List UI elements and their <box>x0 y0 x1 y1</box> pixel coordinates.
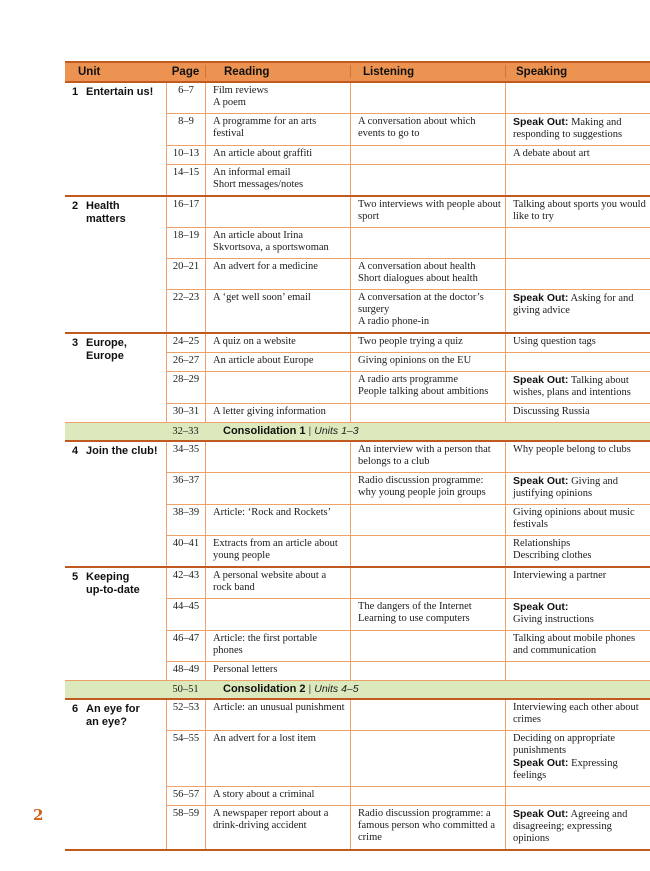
listening-cell <box>350 568 505 598</box>
cell-line <box>358 199 501 223</box>
page-cell: 58–59 <box>166 805 205 849</box>
cell-text: A conversation about which events to go to <box>358 116 476 139</box>
cell-line <box>213 702 346 714</box>
cell-line <box>513 406 646 418</box>
unit-name <box>83 86 153 193</box>
cell-text: Article: the first portable phones <box>213 633 318 656</box>
reading-cell <box>205 113 350 145</box>
header-page: Page <box>171 66 200 78</box>
unit-name-line: up-to-date <box>86 583 140 596</box>
speaking-cell <box>505 504 650 535</box>
cell-line <box>213 355 346 367</box>
cell-line <box>358 336 501 348</box>
reading-cell <box>205 371 350 403</box>
cell-text: An article about Europe <box>213 355 314 366</box>
cell-line <box>513 808 646 845</box>
unit-section-1 <box>65 81 650 195</box>
speak-out-label: Speak Out: <box>513 475 569 487</box>
reading-cell <box>205 227 350 258</box>
cell-line <box>513 757 646 782</box>
speaking-cell <box>505 442 650 472</box>
cell-line <box>358 808 501 844</box>
cell-text: A programme for an arts festival <box>213 116 317 139</box>
cell-text: Article: ‘Rock and Rockets’ <box>213 507 332 518</box>
reading-cell <box>205 598 350 630</box>
reading-cell <box>205 442 350 472</box>
cell-text: An advert for a lost item <box>213 733 316 744</box>
cell-line <box>358 386 501 398</box>
cell-text: Radio discussion programme: why young people join groups <box>358 475 486 498</box>
consolidation-page: 32–33 <box>172 426 199 437</box>
cell-line <box>513 199 646 223</box>
page-cell: 14–15 <box>166 164 205 195</box>
speaking-cell <box>505 258 650 289</box>
reading-cell <box>205 535 350 566</box>
reading-cell <box>205 83 350 113</box>
reading-cell <box>205 289 350 332</box>
unit-section-6 <box>65 698 650 849</box>
cell-line <box>513 614 646 626</box>
speak-out-label: Speak Out: <box>513 601 569 613</box>
speak-out-label: Speak Out: <box>513 374 569 386</box>
cell-text: A story about a criminal <box>213 789 315 800</box>
cell-text: An informal email <box>213 167 291 178</box>
listening-cell <box>350 661 505 680</box>
reading-cell <box>205 258 350 289</box>
speaking-cell <box>505 227 650 258</box>
cell-line <box>213 292 346 304</box>
cell-text: A newspaper report about a drink-driving accident <box>213 808 329 831</box>
header-reading: Reading <box>205 65 350 78</box>
cell-line <box>213 116 346 140</box>
cell-line <box>358 261 501 273</box>
cell-line <box>513 507 646 531</box>
listening-cell <box>350 145 505 164</box>
unit-name-line: Europe <box>86 349 124 362</box>
unit-number: 6 <box>72 703 79 715</box>
cell-text: A radio phone-in <box>358 316 430 327</box>
cell-text: Giving and justifying opinions <box>513 476 619 499</box>
cell-line <box>213 789 346 801</box>
listening-cell <box>350 504 505 535</box>
reading-cell <box>205 164 350 195</box>
listening-cell <box>350 289 505 332</box>
consolidation-subtitle: Units 1–3 <box>314 425 359 437</box>
listening-cell <box>350 164 505 195</box>
listening-cell <box>350 403 505 422</box>
cell-text: People talking about ambitions <box>358 386 489 397</box>
cell-line <box>358 444 501 468</box>
consolidation-text <box>205 425 359 437</box>
cell-text: Talking about sports you would like to try <box>513 199 646 222</box>
reading-cell <box>205 352 350 371</box>
cell-text: Film reviews <box>213 85 269 96</box>
unit-name-line: Entertain us! <box>86 86 154 98</box>
cell-line <box>213 167 346 179</box>
speak-out-label: Speak Out: <box>513 292 569 304</box>
cell-line <box>213 633 346 657</box>
unit-name-line: Join the club! <box>86 445 158 457</box>
reading-cell <box>205 504 350 535</box>
unit-number: 4 <box>72 445 79 457</box>
page-cell: 6–7 <box>166 83 205 113</box>
consolidation-subtitle: Units 4–5 <box>314 683 359 695</box>
speaking-cell <box>505 730 650 786</box>
listening-cell <box>350 334 505 352</box>
cell-line <box>213 230 346 254</box>
unit-name-line: Europe, <box>86 337 127 349</box>
cell-line <box>358 601 501 613</box>
cell-line <box>213 97 346 109</box>
page-number: 2 <box>33 806 44 824</box>
cell-text: A poem <box>213 97 246 108</box>
page-cell: 46–47 <box>166 630 205 661</box>
cell-text: Talking about mobile phones and communication <box>513 633 636 656</box>
reading-cell <box>205 661 350 680</box>
listening-cell <box>350 730 505 786</box>
cell-text: A debate about art <box>513 148 590 159</box>
unit-name <box>83 571 140 678</box>
cell-line <box>358 355 501 367</box>
reading-cell <box>205 334 350 352</box>
cell-text: The dangers of the Internet <box>358 601 472 612</box>
speaking-cell <box>505 786 650 805</box>
cell-line <box>513 601 646 614</box>
consolidation-row <box>65 422 650 440</box>
unit-number: 5 <box>72 571 79 583</box>
page-cell: 52–53 <box>166 700 205 730</box>
speaking-cell <box>505 197 650 227</box>
unit-number: 3 <box>72 337 79 349</box>
page-cell: 38–39 <box>166 504 205 535</box>
page-cell: 28–29 <box>166 371 205 403</box>
cell-line <box>213 406 346 418</box>
cell-line <box>213 179 346 191</box>
page-cell: 16–17 <box>166 197 205 227</box>
speaking-cell <box>505 145 650 164</box>
cell-line <box>213 570 346 594</box>
cell-line <box>358 116 501 140</box>
listening-cell <box>350 83 505 113</box>
cell-text: Why people belong to clubs <box>513 444 631 455</box>
cell-text: A letter giving information <box>213 406 326 417</box>
cell-text: Talking about wishes, plans and intentions <box>513 375 631 398</box>
consolidation-divider: | <box>308 683 312 695</box>
cell-line <box>358 273 501 285</box>
page-cell: 10–13 <box>166 145 205 164</box>
page-cell: 20–21 <box>166 258 205 289</box>
reading-cell <box>205 630 350 661</box>
cell-line <box>213 261 346 273</box>
consolidation-row <box>65 680 650 698</box>
page-cell: 8–9 <box>166 113 205 145</box>
unit-name <box>83 337 127 420</box>
cell-line <box>513 570 646 582</box>
cell-line <box>513 374 646 399</box>
cell-text: Giving opinions on the EU <box>358 355 472 366</box>
header-listening: Listening <box>350 65 505 78</box>
page-cell: 42–43 <box>166 568 205 598</box>
unit-name <box>83 200 126 330</box>
cell-text: Expressing feelings <box>513 758 618 781</box>
cell-text: Short dialogues about health <box>358 273 478 284</box>
unit-name-line: an eye? <box>86 715 127 728</box>
unit-cell <box>65 442 166 566</box>
consolidation-title: Consolidation 1 <box>223 425 306 437</box>
table-body <box>65 81 650 849</box>
listening-cell <box>350 786 505 805</box>
cell-line <box>213 538 346 562</box>
cell-line <box>358 292 501 316</box>
page-cell: 40–41 <box>166 535 205 566</box>
consolidation-title: Consolidation 2 <box>223 683 306 695</box>
cell-line <box>358 475 501 499</box>
cell-line <box>213 507 346 519</box>
speaking-cell <box>505 472 650 504</box>
listening-cell <box>350 197 505 227</box>
speaking-cell <box>505 164 650 195</box>
cell-line <box>358 316 501 328</box>
speaking-cell <box>505 334 650 352</box>
page-cell: 30–31 <box>166 403 205 422</box>
cell-text: Radio discussion programme: a famous person who committed a crime <box>358 808 496 843</box>
contents-table <box>65 61 650 851</box>
reading-cell <box>205 472 350 504</box>
speaking-cell <box>505 661 650 680</box>
cell-text: Asking for and giving advice <box>513 293 634 316</box>
unit-number: 1 <box>72 86 79 98</box>
cell-text: Using question tags <box>513 336 596 347</box>
cell-text: An interview with a person that belongs to a club <box>358 444 491 467</box>
listening-cell <box>350 113 505 145</box>
unit-section-5 <box>65 566 650 680</box>
listening-cell <box>350 700 505 730</box>
unit-name-line: Health <box>86 200 120 212</box>
cell-text: A conversation about health <box>358 261 476 272</box>
cell-text: An article about graffiti <box>213 148 313 159</box>
cell-text: A personal website about a rock band <box>213 570 327 593</box>
unit-name <box>83 703 140 847</box>
cell-text: Discussing Russia <box>513 406 590 417</box>
cell-line <box>513 538 646 550</box>
listening-cell <box>350 352 505 371</box>
table-header-row <box>65 63 650 81</box>
speak-out-label: Speak Out: <box>513 757 569 769</box>
unit-cell <box>65 83 166 195</box>
speaking-cell <box>505 535 650 566</box>
speaking-cell <box>505 568 650 598</box>
cell-line <box>358 613 501 625</box>
cell-line <box>213 664 346 676</box>
cell-text: A ‘get well soon’ email <box>213 292 311 303</box>
cell-text: Relationships <box>513 538 571 549</box>
cell-line <box>513 148 646 160</box>
cell-line <box>513 336 646 348</box>
speaking-cell <box>505 598 650 630</box>
unit-cell <box>65 334 166 422</box>
listening-cell <box>350 442 505 472</box>
header-speaking: Speaking <box>505 65 650 78</box>
speaking-cell <box>505 630 650 661</box>
unit-name-line: An eye for <box>86 703 140 715</box>
cell-text: Deciding on appropriate punishments <box>513 733 616 756</box>
cell-line <box>358 374 501 386</box>
speaking-cell <box>505 113 650 145</box>
cell-text: A radio arts programme <box>358 374 459 385</box>
reading-cell <box>205 786 350 805</box>
unit-number: 2 <box>72 200 79 212</box>
cell-text: Agreeing and disagreeing; expressing opinions <box>513 809 628 844</box>
listening-cell <box>350 598 505 630</box>
listening-cell <box>350 258 505 289</box>
cell-line <box>513 633 646 657</box>
cell-line <box>513 733 646 757</box>
reading-cell <box>205 700 350 730</box>
listening-cell <box>350 371 505 403</box>
speaking-cell <box>505 83 650 113</box>
unit-name <box>83 445 158 564</box>
cell-text: A quiz on a website <box>213 336 296 347</box>
speak-out-label: Speak Out: <box>513 808 569 820</box>
cell-text: Article: an unusual punishment <box>213 702 345 713</box>
unit-cell <box>65 700 166 849</box>
page-cell: 22–23 <box>166 289 205 332</box>
cell-line <box>513 550 646 562</box>
cell-text: Giving instructions <box>513 614 594 625</box>
cell-text: A conversation at the doctor’s surgery <box>358 292 484 315</box>
unit-section-2 <box>65 195 650 332</box>
cell-line <box>213 85 346 97</box>
page-cell: 18–19 <box>166 227 205 258</box>
listening-cell <box>350 805 505 849</box>
reading-cell <box>205 145 350 164</box>
cell-line <box>513 444 646 456</box>
listening-cell <box>350 227 505 258</box>
cell-line <box>213 808 346 832</box>
page-cell: 36–37 <box>166 472 205 504</box>
cell-line <box>213 733 346 745</box>
page-cell: 48–49 <box>166 661 205 680</box>
speaking-cell <box>505 700 650 730</box>
cell-text: Interviewing each other about crimes <box>513 702 639 725</box>
consolidation-page: 50–51 <box>172 684 199 695</box>
unit-section-3 <box>65 332 650 422</box>
cell-text: Personal letters <box>213 664 278 675</box>
page-cell: 44–45 <box>166 598 205 630</box>
cell-line <box>513 475 646 500</box>
reading-cell <box>205 197 350 227</box>
page-cell: 24–25 <box>166 334 205 352</box>
reading-cell <box>205 805 350 849</box>
listening-cell <box>350 472 505 504</box>
cell-line <box>513 292 646 317</box>
header-unit: Unit <box>78 66 101 78</box>
cell-text: Extracts from an article about young people <box>213 538 338 561</box>
speak-out-label: Speak Out: <box>513 116 569 128</box>
cell-text: Two interviews with people about sport <box>358 199 501 222</box>
reading-cell <box>205 403 350 422</box>
cell-text: Short messages/notes <box>213 179 304 190</box>
cell-text: Interviewing a partner <box>513 570 607 581</box>
cell-text: An article about Irina Skvortsova, a sportswoman <box>213 230 329 253</box>
consolidation-text <box>205 683 359 695</box>
reading-cell <box>205 730 350 786</box>
page-cell: 56–57 <box>166 786 205 805</box>
listening-cell <box>350 535 505 566</box>
cell-text: Two people trying a quiz <box>358 336 463 347</box>
listening-cell <box>350 630 505 661</box>
cell-text: Learning to use computers <box>358 613 470 624</box>
consolidation-divider: | <box>308 425 312 437</box>
cell-text: Giving opinions about music festivals <box>513 507 635 530</box>
unit-cell <box>65 197 166 332</box>
unit-section-4 <box>65 440 650 566</box>
speaking-cell <box>505 805 650 849</box>
cell-text: An advert for a medicine <box>213 261 318 272</box>
page-cell: 34–35 <box>166 442 205 472</box>
cell-text: Making and responding to suggestions <box>513 117 623 140</box>
reading-cell <box>205 568 350 598</box>
speaking-cell <box>505 352 650 371</box>
speaking-cell <box>505 371 650 403</box>
speaking-cell <box>505 289 650 332</box>
cell-line <box>513 702 646 726</box>
page-cell: 54–55 <box>166 730 205 786</box>
unit-name-line: matters <box>86 212 126 225</box>
cell-line <box>213 336 346 348</box>
unit-name-line: Keeping <box>86 571 130 583</box>
unit-cell <box>65 568 166 680</box>
cell-text: Describing clothes <box>513 550 592 561</box>
cell-line <box>213 148 346 160</box>
page-cell: 26–27 <box>166 352 205 371</box>
cell-line <box>513 116 646 141</box>
speaking-cell <box>505 403 650 422</box>
